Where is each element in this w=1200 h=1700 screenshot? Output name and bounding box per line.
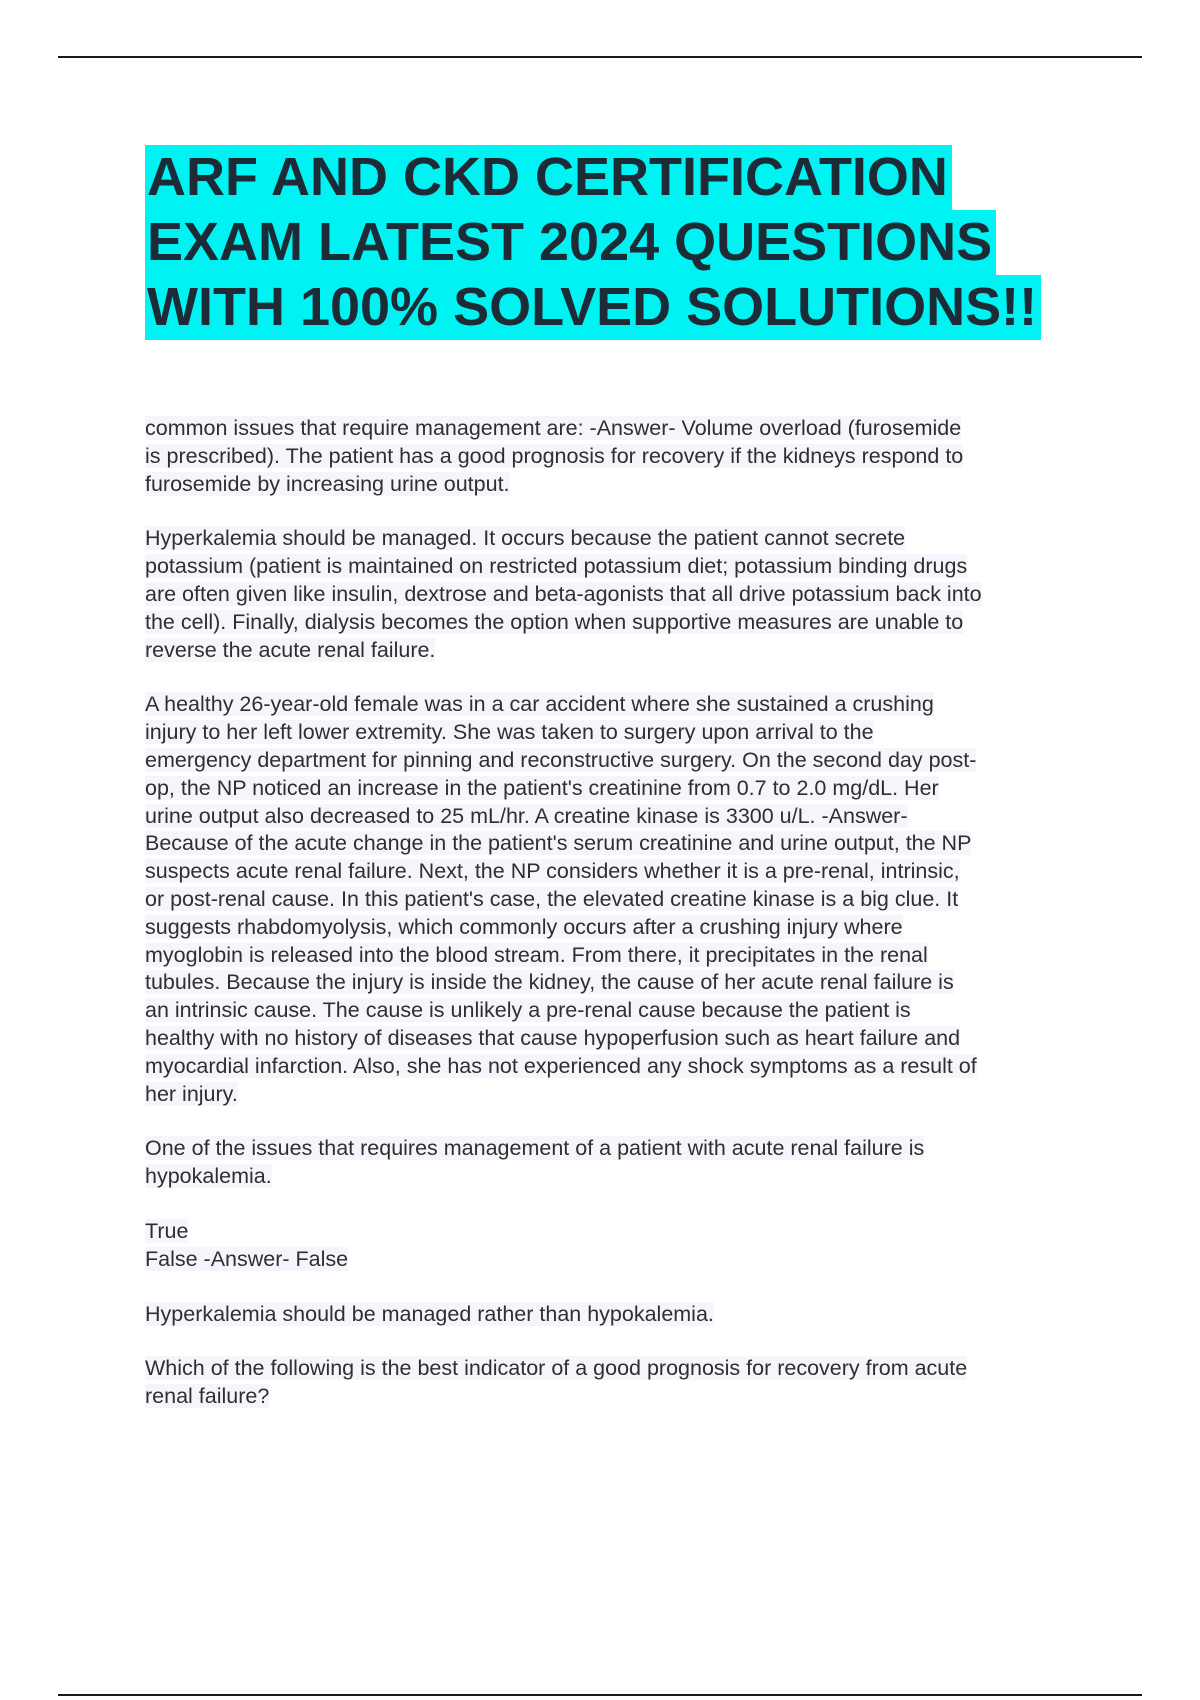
text-line: [145, 443, 1090, 471]
text-line-content: A healthy 26-year-old female was in a car accident where she sustained a crushing: [145, 692, 934, 717]
text-line-content: reverse the acute renal failure.: [145, 637, 436, 662]
text-line-content: suspects acute renal failure. Next, the NP considers whether it is a pre-renal, intrinsic,: [145, 859, 960, 884]
text-line-content: Because of the acute change in the patient's serum creatinine and urine output, the NP: [145, 831, 972, 856]
paragraph: [145, 1135, 1090, 1191]
text-line: [145, 691, 1090, 719]
text-line-content: are often given like insulin, dextrose and beta-agonists that all drive potassium back into: [145, 581, 982, 606]
text-line: [145, 609, 1090, 637]
text-line: [145, 525, 1090, 553]
text-line-content: potassium (patient is maintained on restricted potassium diet; potassium binding drugs: [145, 554, 968, 579]
text-line-content: Hyperkalemia should be managed. It occurs because the patient cannot secrete: [145, 526, 906, 551]
text-line-content: Which of the following is the best indicator of a good prognosis for recovery from acute: [145, 1356, 968, 1381]
text-line: [145, 1053, 1090, 1081]
text-line: [145, 1025, 1090, 1053]
text-line: [145, 886, 1090, 914]
text-line: [145, 553, 1090, 581]
text-line: [145, 415, 1090, 443]
text-line: [145, 914, 1090, 942]
text-line: [145, 1301, 1090, 1329]
text-line: [145, 775, 1090, 803]
text-line: [145, 1218, 1090, 1246]
text-line-content: emergency department for pinning and reconstructive surgery. On the second day post-: [145, 747, 977, 772]
text-line-content: her injury.: [145, 1081, 238, 1106]
text-line: [145, 1246, 1090, 1274]
text-line: [145, 803, 1090, 831]
text-line-content: myoglobin is released into the blood stream. From there, it precipitates in the renal: [145, 942, 928, 967]
text-line: [145, 471, 1090, 499]
paragraph: [145, 525, 1090, 664]
text-line: [145, 942, 1090, 970]
text-line: [145, 1163, 1090, 1191]
text-line: [145, 858, 1090, 886]
text-line-content: hypokalemia.: [145, 1164, 272, 1189]
paragraph: [145, 1301, 1090, 1329]
text-line-content: op, the NP noticed an increase in the patient's creatinine from 0.7 to 2.0 mg/dL. Her: [145, 775, 939, 800]
document-title: [145, 145, 1105, 340]
text-line-content: tubules. Because the injury is inside the kidney, the cause of her acute renal failure is: [145, 970, 954, 995]
text-line-content: furosemide by increasing urine output.: [145, 471, 510, 496]
text-line-content: or post-renal cause. In this patient's case, the elevated creatine kinase is a big clue. It: [145, 886, 959, 911]
text-line: [145, 1081, 1090, 1109]
text-line-content: common issues that require management are: -Answer- Volume overload (furosemide: [145, 416, 962, 440]
title-line: EXAM LATEST 2024 QUESTIONS: [145, 210, 996, 275]
text-line-content: is prescribed). The patient has a good prognosis for recovery if the kidneys respond to: [145, 443, 964, 468]
text-line-content: Hyperkalemia should be managed rather than hypokalemia.: [145, 1301, 714, 1326]
text-line: [145, 637, 1090, 665]
text-line-content: False -Answer- False: [145, 1246, 349, 1271]
text-line: [145, 830, 1090, 858]
text-line-content: renal failure?: [145, 1384, 270, 1409]
paragraph: [145, 691, 1090, 1108]
header-rule: [58, 56, 1142, 58]
text-line: [145, 719, 1090, 747]
text-line: [145, 997, 1090, 1025]
text-line-content: suggests rhabdomyolysis, which commonly occurs after a crushing injury where: [145, 914, 903, 939]
document-body: [145, 415, 1090, 1438]
title-line: ARF AND CKD CERTIFICATION: [145, 145, 952, 210]
text-line-content: the cell). Finally, dialysis becomes the option when supportive measures are unable to: [145, 609, 964, 634]
title-line: WITH 100% SOLVED SOLUTIONS!!: [145, 275, 1041, 340]
text-line-content: urine output also decreased to 25 mL/hr. A creatine kinase is 3300 u/L. -Answer-: [145, 803, 908, 828]
text-line-content: myocardial infarction. Also, she has not experienced any shock symptoms as a result of: [145, 1053, 977, 1078]
text-line-content: an intrinsic cause. The cause is unlikely a pre-renal cause because the patient is: [145, 998, 911, 1023]
text-line: [145, 747, 1090, 775]
text-line-content: healthy with no history of diseases that cause hypoperfusion such as heart failure and: [145, 1025, 961, 1050]
text-line-content: One of the issues that requires management of a patient with acute renal failure is: [145, 1136, 925, 1161]
text-line-content: True: [145, 1218, 189, 1243]
text-line: [145, 581, 1090, 609]
text-line: [145, 969, 1090, 997]
footer-rule: [58, 1694, 1142, 1696]
paragraph: [145, 415, 1090, 498]
paragraph: [145, 1218, 1090, 1274]
text-line: [145, 1135, 1090, 1163]
paragraph: [145, 1355, 1090, 1411]
text-line: [145, 1355, 1090, 1383]
text-line: [145, 1383, 1090, 1411]
text-line-content: injury to her left lower extremity. She was taken to surgery upon arrival to the: [145, 720, 874, 745]
